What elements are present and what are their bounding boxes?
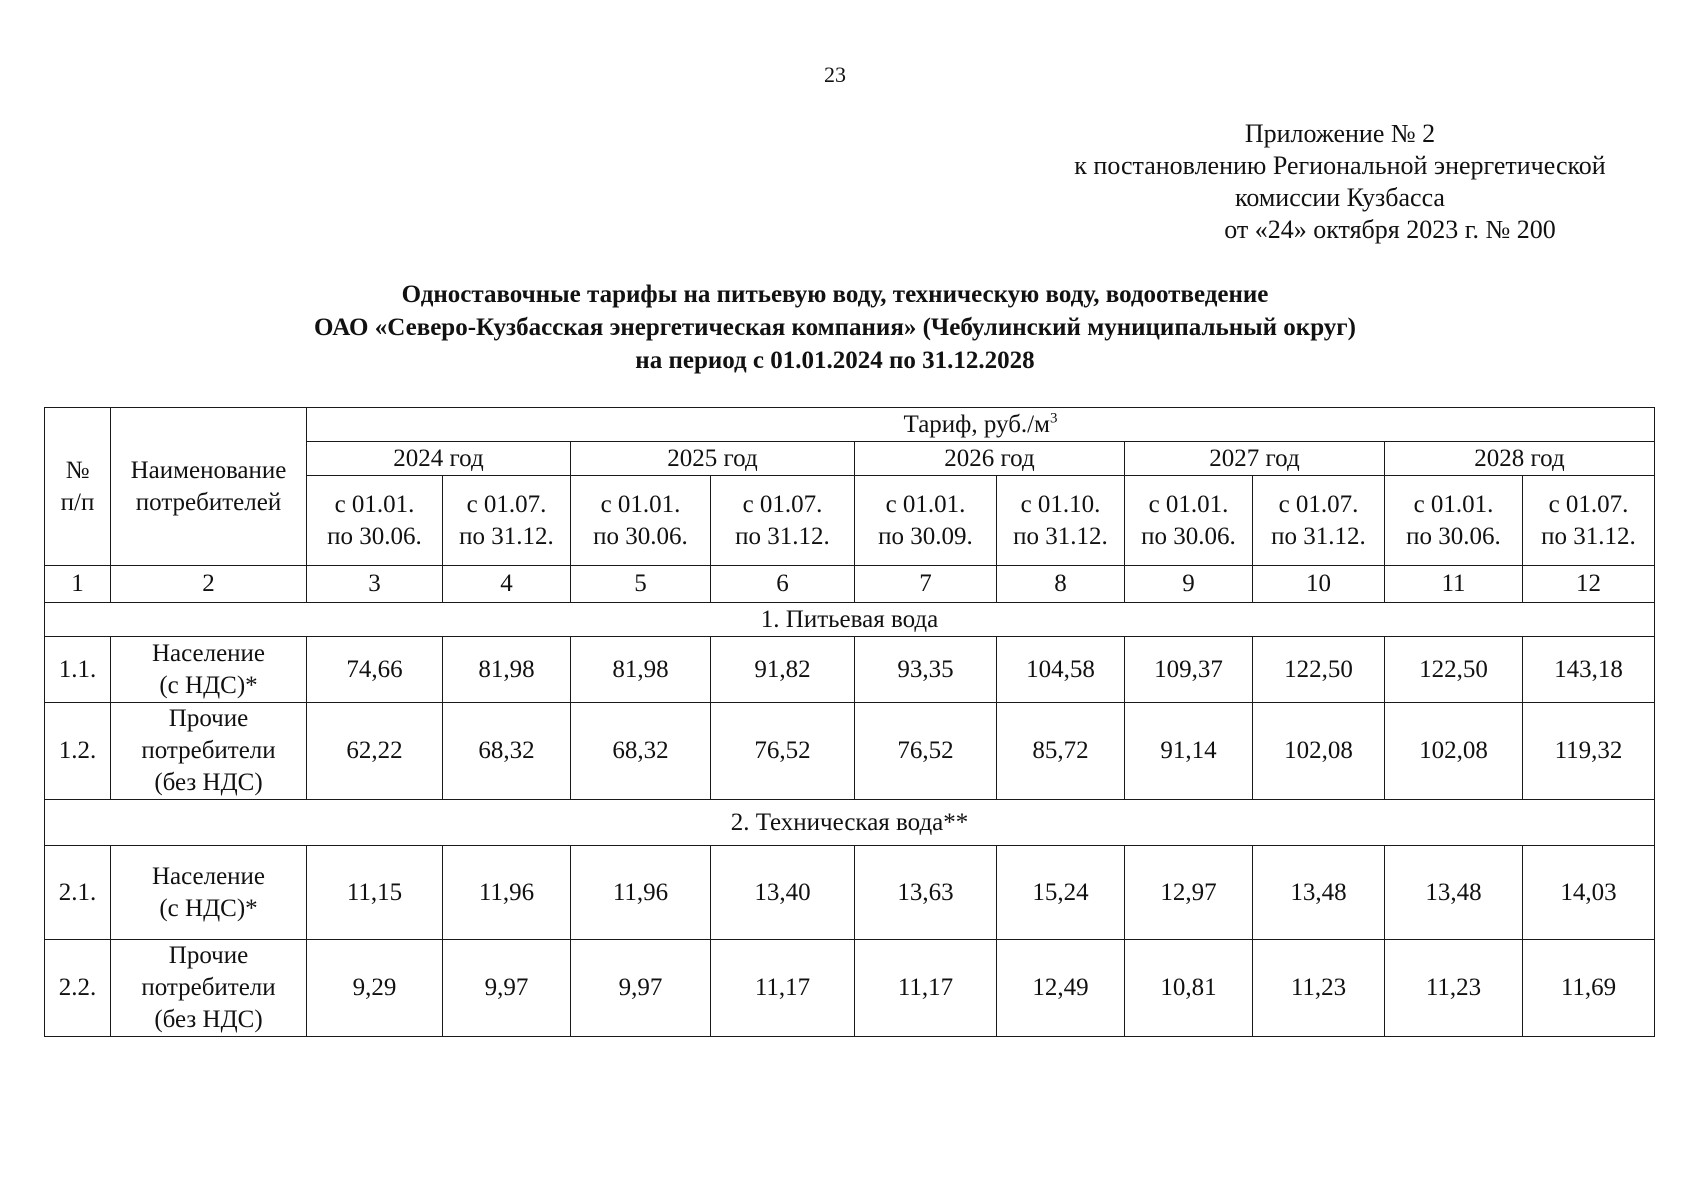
year-header: 2024 год: [307, 442, 571, 476]
period-from: с 01.01.: [334, 490, 415, 518]
consumer-name-line: потребители: [141, 737, 276, 764]
tariff-value: 9,29: [307, 940, 443, 1037]
period-from: с 01.10.: [1020, 490, 1101, 518]
title-line-3: на период с 01.01.2024 по 31.12.2028: [635, 347, 1035, 374]
row-number: 1.2.: [45, 703, 111, 800]
column-number: 7: [855, 566, 997, 603]
tariff-header-text: Тариф, руб./м: [903, 410, 1050, 438]
tariff-value: 62,22: [307, 703, 443, 800]
period-to: по 31.12.: [1271, 522, 1366, 550]
tariff-value: 11,23: [1385, 940, 1523, 1037]
appendix-block: [1010, 118, 1670, 246]
consumer-name-line: Прочие: [168, 705, 249, 732]
tariff-value: 13,40: [711, 846, 855, 940]
period-header: [1125, 476, 1253, 566]
tariff-value: 91,82: [711, 637, 855, 703]
consumer-name: [111, 940, 307, 1037]
tariff-value: 122,50: [1253, 637, 1385, 703]
consumer-name: [111, 703, 307, 800]
tariff-value: 11,96: [571, 846, 711, 940]
consumer-name: [111, 846, 307, 940]
period-from: с 01.01.: [600, 490, 681, 518]
period-header: [443, 476, 571, 566]
tariff-value: 14,03: [1523, 846, 1655, 940]
tariff-value: 104,58: [997, 637, 1125, 703]
period-header: [1385, 476, 1523, 566]
period-to: по 31.12.: [735, 522, 830, 550]
tariff-value: 11,23: [1253, 940, 1385, 1037]
tariff-value: 143,18: [1523, 637, 1655, 703]
tariff-value: 11,69: [1523, 940, 1655, 1037]
consumer-name-line: (без НДС): [154, 769, 263, 796]
consumer-name-line: Население: [151, 862, 266, 890]
section-row: [45, 800, 1655, 846]
appendix-commission: комиссии Кузбасса: [1235, 183, 1445, 212]
tariff-value: 13,63: [855, 846, 997, 940]
section-row: [45, 603, 1655, 637]
column-number: 8: [997, 566, 1125, 603]
table-body: [45, 408, 1655, 1037]
column-number: 3: [307, 566, 443, 603]
col-name-header: Наименование потребителей: [111, 408, 307, 566]
tariff-value: 11,17: [711, 940, 855, 1037]
tariff-value: 91,14: [1125, 703, 1253, 800]
period-to: по 31.12.: [1541, 522, 1636, 550]
column-number: 12: [1523, 566, 1655, 603]
tariff-value: 81,98: [443, 637, 571, 703]
tariff-value: 76,52: [711, 703, 855, 800]
period-from: с 01.07.: [1278, 490, 1359, 518]
year-header: 2025 год: [571, 442, 855, 476]
tariff-value: 10,81: [1125, 940, 1253, 1037]
tariff-value: 11,96: [443, 846, 571, 940]
consumer-name-line: Население: [151, 639, 266, 667]
page-number: 23: [824, 62, 846, 87]
period-header: [1253, 476, 1385, 566]
tariff-value: 68,32: [571, 703, 711, 800]
period-header: [997, 476, 1125, 566]
period-from: с 01.01.: [1413, 490, 1494, 518]
column-number: 11: [1385, 566, 1523, 603]
row-number: 2.2.: [45, 940, 111, 1037]
tariff-value: 68,32: [443, 703, 571, 800]
period-to: по 31.12.: [459, 522, 554, 550]
consumer-name-line: (с НДС)*: [159, 894, 258, 922]
consumer-name-line: (с НДС)*: [159, 671, 258, 699]
tariff-value: 11,15: [307, 846, 443, 940]
appendix-resolution: к постановлению Региональной энергетической: [1074, 151, 1606, 180]
tariff-value: 9,97: [443, 940, 571, 1037]
period-header: [307, 476, 443, 566]
tariff-value: 9,97: [571, 940, 711, 1037]
tariff-value: 85,72: [997, 703, 1125, 800]
period-to: по 30.09.: [878, 522, 973, 550]
column-number: 10: [1253, 566, 1385, 603]
period-header: [571, 476, 711, 566]
tariff-value: 93,35: [855, 637, 997, 703]
column-number: 9: [1125, 566, 1253, 603]
tariff-value: 74,66: [307, 637, 443, 703]
column-number: 1: [45, 566, 111, 603]
consumer-name-line: потребители: [141, 974, 276, 1001]
column-numbers-row: [45, 566, 1655, 603]
table-row: [45, 703, 1655, 800]
document-title: [0, 278, 1670, 377]
period-header: [855, 476, 997, 566]
title-line-1: Одноставочные тарифы на питьевую воду, техническую воду, водоотведение: [401, 281, 1269, 308]
period-from: с 01.01.: [1148, 490, 1229, 518]
row-number: 2.1.: [45, 846, 111, 940]
title-line-2: ОАО «Северо-Кузбасская энергетическая компания» (Чебулинский муниципальный округ): [314, 314, 1356, 341]
period-to: по 31.12.: [1013, 522, 1108, 550]
tariff-value: 11,17: [855, 940, 997, 1037]
period-to: по 30.06.: [327, 522, 422, 550]
year-header: 2028 год: [1385, 442, 1655, 476]
period-header: [1523, 476, 1655, 566]
section-title: 2. Техническая вода**: [45, 800, 1655, 846]
column-number: 4: [443, 566, 571, 603]
consumer-name: [111, 637, 307, 703]
period-header: [711, 476, 855, 566]
row-number: 1.1.: [45, 637, 111, 703]
consumer-name-line: Прочие: [168, 942, 249, 969]
tariff-value: 109,37: [1125, 637, 1253, 703]
appendix-date: от «24» октября 2023 г. № 200: [1224, 215, 1556, 244]
header-row-tariff: [45, 408, 1655, 442]
tariff-header-sup: 3: [1049, 410, 1058, 427]
period-to: по 30.06.: [593, 522, 688, 550]
tariff-value: 12,49: [997, 940, 1125, 1037]
tariff-header: [307, 408, 1655, 442]
tariff-value: 76,52: [855, 703, 997, 800]
tariff-value: 13,48: [1253, 846, 1385, 940]
tariff-value: 102,08: [1385, 703, 1523, 800]
period-from: с 01.07.: [1548, 490, 1629, 518]
column-number: 6: [711, 566, 855, 603]
period-from: с 01.07.: [466, 490, 547, 518]
period-to: по 30.06.: [1406, 522, 1501, 550]
year-header: 2026 год: [855, 442, 1125, 476]
year-header: 2027 год: [1125, 442, 1385, 476]
period-to: по 30.06.: [1141, 522, 1236, 550]
tariff-value: 122,50: [1385, 637, 1523, 703]
column-number: 2: [111, 566, 307, 603]
period-from: с 01.01.: [885, 490, 966, 518]
tariff-value: 102,08: [1253, 703, 1385, 800]
period-from: с 01.07.: [742, 490, 823, 518]
tariff-value: 119,32: [1523, 703, 1655, 800]
table-row: [45, 846, 1655, 940]
section-title: 1. Питьевая вода: [45, 603, 1655, 637]
col-num-header: [45, 408, 111, 566]
consumer-name-line: (без НДС): [154, 1006, 263, 1033]
tariff-value: 12,97: [1125, 846, 1253, 940]
col-num-header-text: № п/п: [60, 456, 95, 516]
column-number: 5: [571, 566, 711, 603]
tariff-table: [44, 407, 1655, 1037]
tariff-value: 81,98: [571, 637, 711, 703]
tariff-value: 15,24: [997, 846, 1125, 940]
appendix-title: Приложение № 2: [1244, 119, 1436, 148]
table-row: [45, 940, 1655, 1037]
table-row: [45, 637, 1655, 703]
tariff-value: 13,48: [1385, 846, 1523, 940]
